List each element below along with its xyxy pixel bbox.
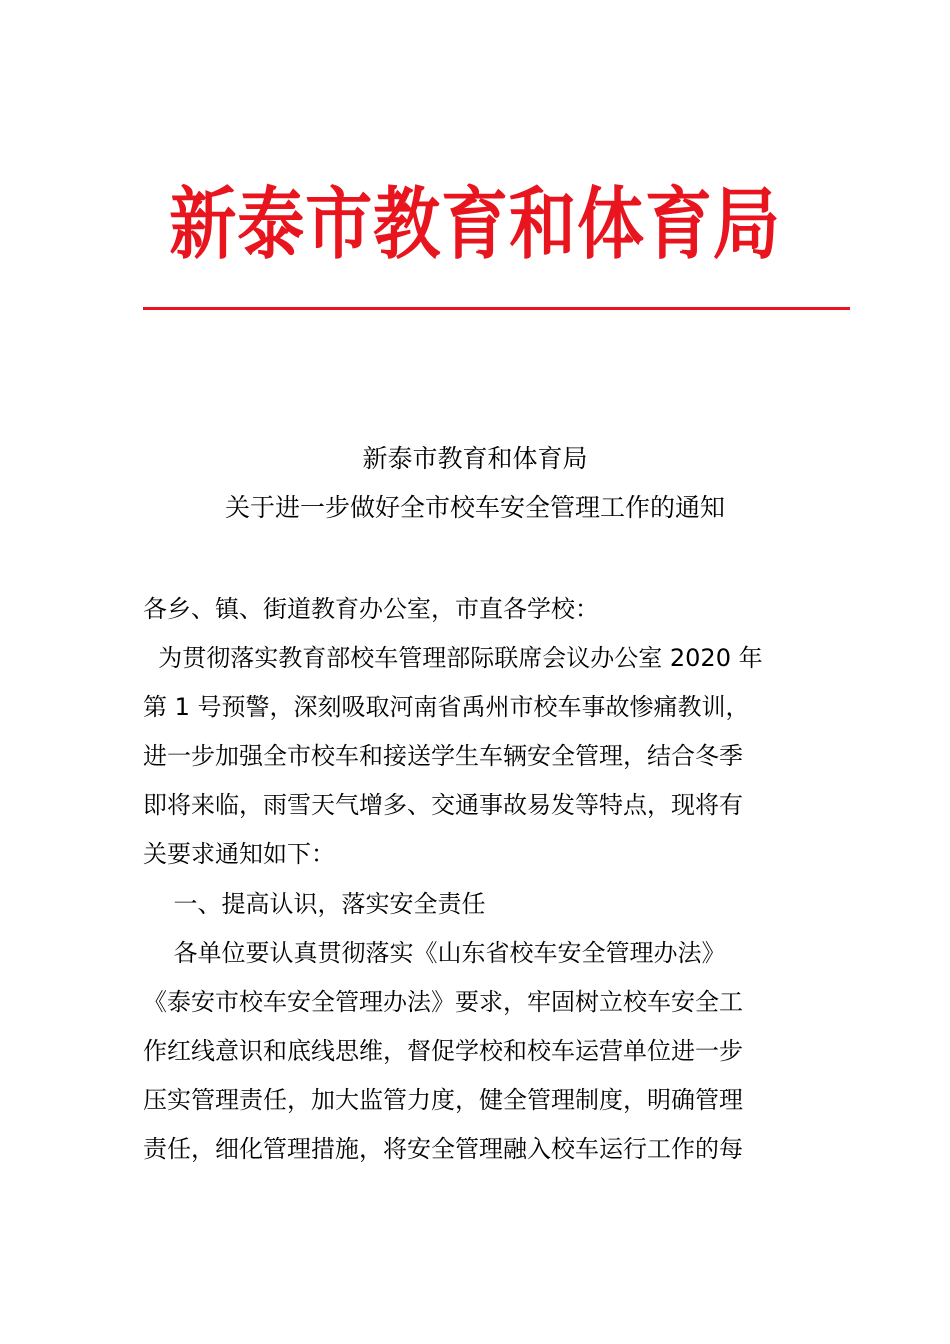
salutation: 各乡、镇、街道教育办公室，市直各学校： — [143, 595, 599, 623]
paragraph-line: 作红线意识和底线思维，督促学校和校车运营单位进一步 — [143, 1037, 743, 1065]
masthead-title: 新泰市教育和体育局 — [169, 180, 781, 270]
paragraph-line: 责任，细化管理措施，将安全管理融入校车运行工作的每 — [143, 1135, 743, 1163]
paragraph-line: 《泰安市校车安全管理办法》要求，牢固树立校车安全工 — [143, 988, 743, 1016]
paragraph-line: 压实管理责任，加大监管力度，健全管理制度，明确管理 — [143, 1086, 743, 1114]
paragraph-line: 第 1 号预警，深刻吸取河南省禹州市校车事故惨痛教训， — [143, 693, 750, 721]
red-divider-line — [143, 307, 850, 310]
paragraph-line: 关要求通知如下： — [143, 840, 335, 868]
paragraph-line: 为贯彻落实教育部校车管理部际联席会议办公室 2020 年 — [143, 644, 763, 672]
section-heading: 一、提高认识，落实安全责任 — [143, 890, 486, 918]
document-title-subject: 关于进一步做好全市校车安全管理工作的通知 — [224, 493, 725, 522]
paragraph-line: 即将来临，雨雪天气增多、交通事故易发等特点，现将有 — [143, 791, 743, 819]
paragraph-line: 各单位要认真贯彻落实《山东省校车安全管理办法》 — [143, 939, 726, 967]
document-title-issuer: 新泰市教育和体育局 — [362, 444, 588, 473]
paragraph-line: 进一步加强全市校车和接送学生车辆安全管理，结合冬季 — [143, 742, 743, 770]
